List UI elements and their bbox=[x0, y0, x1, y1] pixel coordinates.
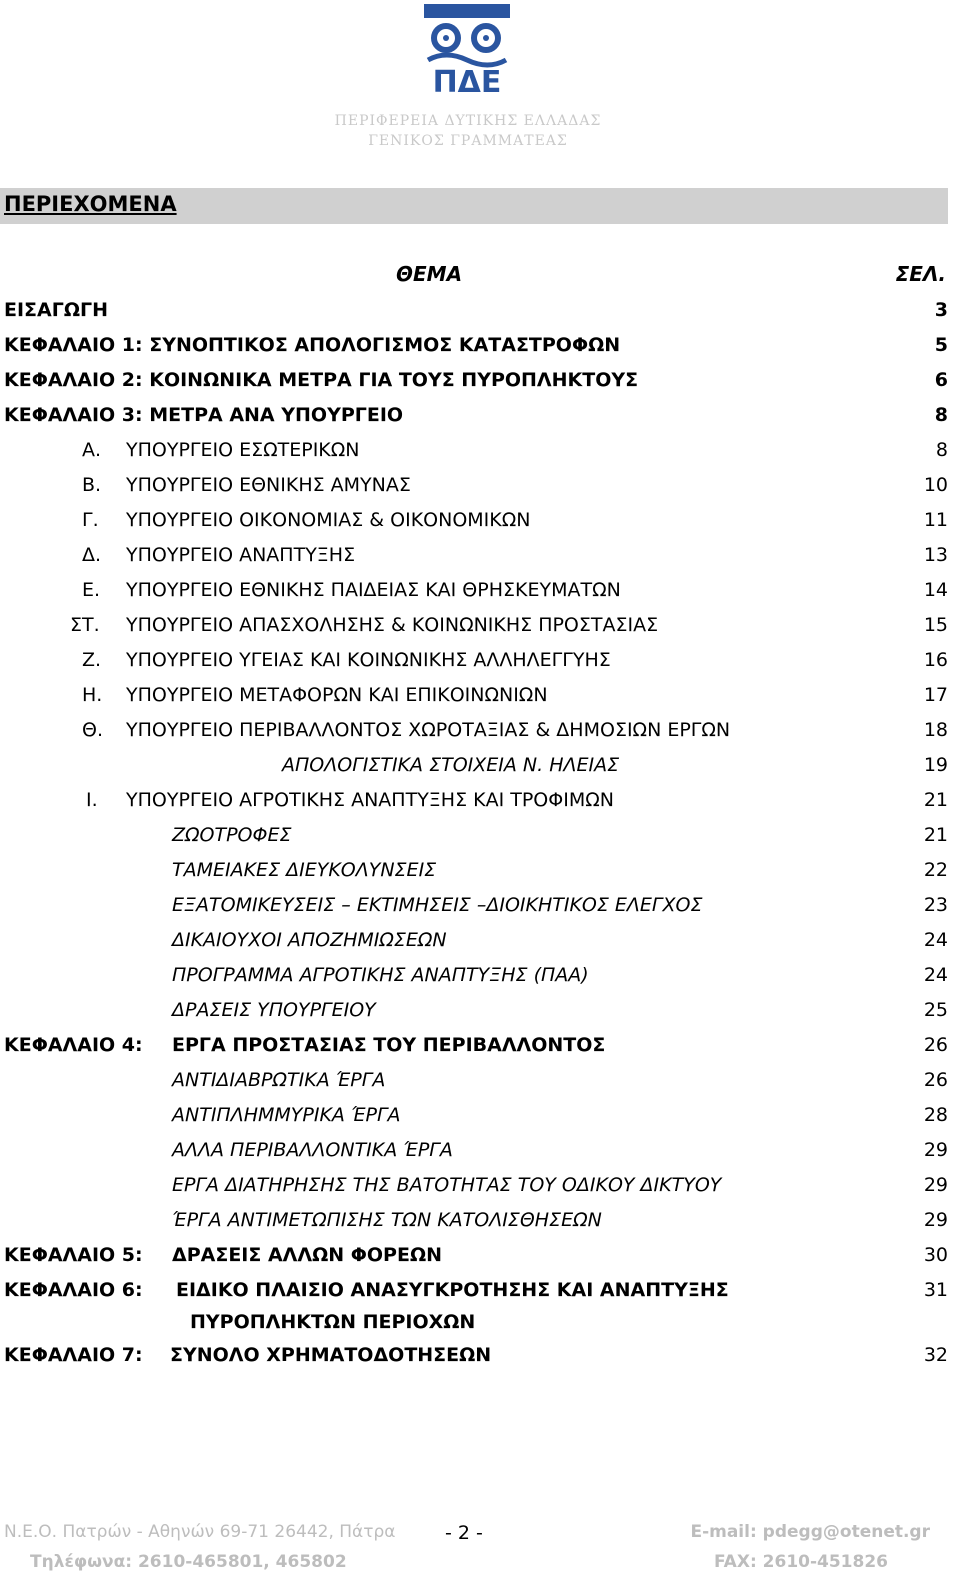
org-name: ΠΕΡΙΦΕΡΕΙΑ ΔΥΤΙΚΗΣ ΕΛΛΑΔΑΣ bbox=[334, 113, 602, 129]
toc-row bbox=[0, 958, 960, 992]
toc-letter: Α. bbox=[82, 439, 102, 461]
toc-page: 13 bbox=[923, 544, 948, 566]
toc-page: 16 bbox=[923, 649, 948, 671]
toc-label: ΚΕΦΑΛΑΙΟ 1: ΣΥΝΟΠΤΙΚΟΣ ΑΠΟΛΟΓΙΣΜΟΣ ΚΑΤΑΣΤΡΟΦΩΝ bbox=[4, 334, 621, 356]
toc-page: 26 bbox=[923, 1034, 948, 1056]
toc-row bbox=[0, 1168, 960, 1202]
toc-page: 29 bbox=[923, 1174, 948, 1196]
toc-row bbox=[0, 538, 960, 572]
toc-page: 25 bbox=[923, 999, 948, 1021]
toc-page: 29 bbox=[923, 1209, 948, 1231]
toc-label: ΥΠΟΥΡΓΕΙΟ ΟΙΚΟΝΟΜΙΑΣ & ΟΙΚΟΝΟΜΙΚΩΝ bbox=[126, 509, 531, 531]
page-number: - 2 - bbox=[445, 1522, 483, 1544]
toc-row bbox=[0, 363, 960, 397]
toc-label: ΤΑΜΕΙΑΚΕΣ ΔΙΕΥΚΟΛΥΝΣΕΙΣ bbox=[172, 859, 437, 881]
toc-letter: Γ. bbox=[82, 509, 99, 531]
footer-phone: Τηλέφωνα: 2610-465801, 465802 bbox=[30, 1552, 347, 1572]
toc-page: 15 bbox=[923, 614, 948, 636]
toc-row bbox=[0, 1203, 960, 1237]
toc-page: 8 bbox=[934, 404, 948, 426]
footer-fax: FAX: 2610-451826 bbox=[714, 1552, 888, 1572]
toc-row bbox=[0, 713, 960, 747]
toc-row bbox=[0, 328, 960, 362]
toc-label: ΥΠΟΥΡΓΕΙΟ ΑΓΡΟΤΙΚΗΣ ΑΝΑΠΤΥΞΗΣ ΚΑΙ ΤΡΟΦΙΜΩΝ bbox=[126, 789, 614, 811]
toc-label: ΔΙΚΑΙΟΥΧΟΙ ΑΠΟΖΗΜΙΩΣΕΩΝ bbox=[172, 929, 447, 951]
toc-page: 11 bbox=[923, 509, 948, 531]
toc-chapter: ΚΕΦΑΛΑΙΟ 6: bbox=[4, 1279, 143, 1301]
toc-label: ΥΠΟΥΡΓΕΙΟ ΠΕΡΙΒΑΛΛΟΝΤΟΣ ΧΩΡΟΤΑΞΙΑΣ & ΔΗΜΟΣΙΩΝ ΕΡΓΩΝ bbox=[126, 719, 731, 741]
toc-page: 21 bbox=[923, 824, 948, 846]
toc-page: 28 bbox=[923, 1104, 948, 1126]
toc-label: ΑΠΟΛΟΓΙΣΤΙΚΑ ΣΤΟΙΧΕΙΑ Ν. ΗΛΕΙΑΣ bbox=[282, 754, 620, 776]
toc-row bbox=[0, 503, 960, 537]
toc-row bbox=[0, 433, 960, 467]
toc-page: 31 bbox=[923, 1279, 948, 1301]
toc-row bbox=[0, 1028, 960, 1062]
toc-chapter: ΚΕΦΑΛΑΙΟ 4: bbox=[4, 1034, 143, 1056]
toc-row bbox=[0, 853, 960, 887]
toc-label: ΔΡΑΣΕΙΣ ΑΛΛΩΝ ΦΟΡΕΩΝ bbox=[172, 1244, 442, 1266]
toc-page: 8 bbox=[935, 439, 948, 461]
title-bar bbox=[0, 188, 948, 224]
toc-row bbox=[0, 1338, 960, 1372]
toc-page: 24 bbox=[923, 929, 948, 951]
toc-letter: Ε. bbox=[82, 579, 101, 601]
toc-page: 29 bbox=[923, 1139, 948, 1161]
toc-page: 17 bbox=[923, 684, 948, 706]
toc-label: ΥΠΟΥΡΓΕΙΟ ΑΠΑΣΧΟΛΗΣΗΣ & ΚΟΙΝΩΝΙΚΗΣ ΠΡΟΣΤΑΣΙΑΣ bbox=[126, 614, 659, 636]
toc-page: 23 bbox=[923, 894, 948, 916]
toc-row bbox=[0, 1238, 960, 1272]
column-header-page: ΣΕΛ. bbox=[895, 262, 946, 286]
column-header-topic: ΘΕΜΑ bbox=[396, 262, 463, 286]
toc-page: 5 bbox=[934, 334, 948, 356]
toc-label: ΥΠΟΥΡΓΕΙΟ ΕΘΝΙΚΗΣ ΠΑΙΔΕΙΑΣ ΚΑΙ ΘΡΗΣΚΕΥΜΑΤΩΝ bbox=[126, 579, 621, 601]
toc-page: 22 bbox=[923, 859, 948, 881]
toc-label: ΚΕΦΑΛΑΙΟ 2: ΚΟΙΝΩΝΙΚΑ ΜΕΤΡΑ ΓΙΑ ΤΟΥΣ ΠΥΡΟΠΛΗΚΤΟΥΣ bbox=[4, 369, 639, 391]
toc-page: 3 bbox=[934, 299, 948, 321]
toc-row bbox=[0, 643, 960, 677]
toc-chapter: ΚΕΦΑΛΑΙΟ 5: bbox=[4, 1244, 143, 1266]
toc-row bbox=[0, 1063, 960, 1097]
toc-label: ΚΕΦΑΛΑΙΟ 3: ΜΕΤΡΑ ΑΝΑ ΥΠΟΥΡΓΕΙΟ bbox=[4, 404, 404, 426]
toc-label: ΑΝΤΙΠΛΗΜΜΥΡΙΚΑ ΈΡΓΑ bbox=[172, 1104, 401, 1126]
toc-label: ΕΡΓΑ ΠΡΟΣΤΑΣΙΑΣ ΤΟΥ ΠΕΡΙΒΑΛΛΟΝΤΟΣ bbox=[172, 1034, 606, 1056]
toc-label: ΥΠΟΥΡΓΕΙΟ ΕΘΝΙΚΗΣ ΑΜΥΝΑΣ bbox=[126, 474, 411, 496]
toc-label-continued: ΠΥΡΟΠΛΗΚΤΩΝ ΠΕΡΙΟΧΩΝ bbox=[190, 1311, 476, 1333]
toc-row bbox=[0, 573, 960, 607]
toc-page: 10 bbox=[923, 474, 948, 496]
toc-label: ΥΠΟΥΡΓΕΙΟ ΑΝΑΠΤΥΞΗΣ bbox=[126, 544, 356, 566]
toc-row bbox=[0, 1098, 960, 1132]
toc-letter: Η. bbox=[82, 684, 103, 706]
toc-row bbox=[0, 748, 960, 782]
toc-page: 18 bbox=[923, 719, 948, 741]
toc-row bbox=[0, 398, 960, 432]
toc-page: 24 bbox=[923, 964, 948, 986]
toc-row bbox=[0, 608, 960, 642]
toc-label: ΣΥΝΟΛΟ ΧΡΗΜΑΤΟΔΟΤΗΣΕΩΝ bbox=[170, 1344, 492, 1366]
org-subtitle: ΓΕΝΙΚΟΣ ΓΡΑΜΜΑΤΕΑΣ bbox=[368, 133, 568, 149]
toc-label: ΥΠΟΥΡΓΕΙΟ ΜΕΤΑΦΟΡΩΝ ΚΑΙ ΕΠΙΚΟΙΝΩΝΙΩΝ bbox=[126, 684, 548, 706]
toc-label: ΈΡΓΑ ΑΝΤΙΜΕΤΩΠΙΣΗΣ ΤΩΝ ΚΑΤΟΛΙΣΘΗΣΕΩΝ bbox=[172, 1209, 602, 1231]
toc-label: ΖΩΟΤΡΟΦΕΣ bbox=[172, 824, 292, 846]
toc-label: ΥΠΟΥΡΓΕΙΟ ΥΓΕΙΑΣ ΚΑΙ ΚΟΙΝΩΝΙΚΗΣ ΑΛΛΗΛΕΓΓΥΗΣ bbox=[126, 649, 611, 671]
toc-label: ΥΠΟΥΡΓΕΙΟ ΕΣΩΤΕΡΙΚΩΝ bbox=[126, 439, 360, 461]
toc-page: 32 bbox=[923, 1344, 948, 1366]
toc-row bbox=[0, 1133, 960, 1167]
toc-page: 19 bbox=[923, 754, 948, 776]
toc-label: ΕΡΓΑ ΔΙΑΤΗΡΗΣΗΣ ΤΗΣ ΒΑΤΟΤΗΤΑΣ ΤΟΥ ΟΔΙΚΟΥ ΔΙΚΤΥΟΥ bbox=[172, 1174, 722, 1196]
toc-row bbox=[0, 923, 960, 957]
svg-text:ΠΔΕ: ΠΔΕ bbox=[432, 65, 502, 96]
toc-page: 26 bbox=[923, 1069, 948, 1091]
toc-label: ΔΡΑΣΕΙΣ ΥΠΟΥΡΓΕΙΟΥ bbox=[172, 999, 376, 1021]
toc-page: 21 bbox=[923, 789, 948, 811]
toc-row bbox=[0, 818, 960, 852]
toc-page: 14 bbox=[923, 579, 948, 601]
footer-email: E-mail: pdegg@otenet.gr bbox=[690, 1522, 930, 1542]
toc-letter: Ζ. bbox=[82, 649, 102, 671]
toc-page: 30 bbox=[923, 1244, 948, 1266]
toc-chapter: ΚΕΦΑΛΑΙΟ 7: bbox=[4, 1344, 143, 1366]
toc-letter: Ι. bbox=[86, 789, 98, 811]
page-title: ΠΕΡΙΕΧΟΜΕΝΑ bbox=[4, 192, 177, 216]
toc-row bbox=[0, 783, 960, 817]
toc-row bbox=[0, 468, 960, 502]
toc-letter: ΣΤ. bbox=[70, 614, 100, 636]
toc-page: 6 bbox=[934, 369, 948, 391]
toc-row bbox=[0, 888, 960, 922]
toc-label: ΠΡΟΓΡΑΜΜΑ ΑΓΡΟΤΙΚΗΣ ΑΝΑΠΤΥΞΗΣ (ΠΑΑ) bbox=[172, 964, 589, 986]
toc-row bbox=[0, 678, 960, 712]
toc-row bbox=[0, 993, 960, 1027]
toc-label: ΕΙΔΙΚΟ ΠΛΑΙΣΙΟ ΑΝΑΣΥΓΚΡΟΤΗΣΗΣ ΚΑΙ ΑΝΑΠΤΥΞΗΣ bbox=[176, 1279, 729, 1301]
toc-row bbox=[0, 1273, 960, 1339]
toc-label: ΑΛΛΑ ΠΕΡΙΒΑΛΛΟΝΤΙΚΑ ΈΡΓΑ bbox=[172, 1139, 453, 1161]
toc-row bbox=[0, 293, 960, 327]
toc-label: ΑΝΤΙΔΙΑΒΡΩΤΙΚΑ ΈΡΓΑ bbox=[172, 1069, 386, 1091]
toc-label: ΕΞΑΤΟΜΙΚΕΥΣΕΙΣ – ΕΚΤΙΜΗΣΕΙΣ –ΔΙΟΙΚΗΤΙΚΟΣ ΕΛΕΓΧΟΣ bbox=[172, 894, 703, 916]
toc-letter: Θ. bbox=[82, 719, 103, 741]
footer-address: Ν.Ε.Ο. Πατρών - Αθηνών 69-71 26442, Πάτρα bbox=[4, 1522, 396, 1542]
pde-logo bbox=[424, 4, 510, 96]
toc-letter: Δ. bbox=[82, 544, 102, 566]
toc-letter: Β. bbox=[82, 474, 102, 496]
toc-label: ΕΙΣΑΓΩΓΗ bbox=[4, 299, 108, 321]
